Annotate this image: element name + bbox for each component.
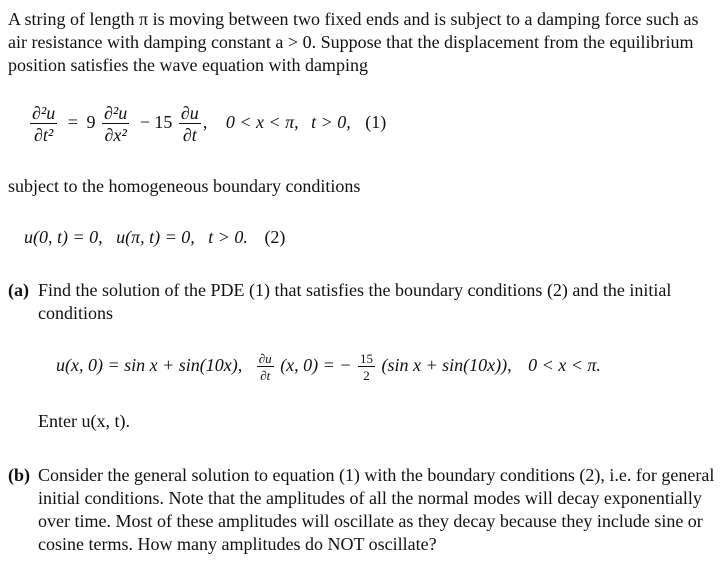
- spatial-domain: 0 < x < π,: [225, 112, 299, 133]
- time-domain: t > 0,: [311, 112, 351, 133]
- part-b-text: Consider the general solution to equation (1) with the boundary conditions (2), i.e. for general initial conditions. Note that the amplitudes of all the normal modes will decay exponentially over time. Most of these amplitudes will oscillate as they decay because they include sine or cosine terms. How many amplitudes do NOT oscillate?: [38, 465, 715, 554]
- part-a: [8, 279, 716, 325]
- enter-prompt: Enter u(x, t).: [38, 411, 130, 431]
- equation-label-2: (2): [264, 227, 286, 247]
- part-a-label: (a): [8, 280, 29, 300]
- initial-conditions: u(x, 0) = sin x + sin(10x), $\frac{\partial u}{\partial t}$ (x, 0) = − $\frac{15}{2}$ (sin x + sin(10x)), 0 < x < π.: [56, 351, 601, 383]
- ic-domain: 0 < x < π.: [528, 355, 601, 376]
- rhs-first-derivative: $\frac{\partial u}{\partial t}$: [180, 103, 199, 145]
- ic-displacement: u(x, 0) = sin x + sin(10x),: [56, 355, 243, 376]
- boundary-conditions: u(0, t) = 0, u(π, t) = 0, t > 0. (2): [24, 227, 286, 247]
- part-b: [8, 464, 716, 556]
- rhs-second-derivative: $\frac{\text{∂²u}}{\text{∂x²}}$: [103, 103, 128, 145]
- part-a-text: Find the solution of the PDE (1) that satisfies the boundary conditions (2) and the initial conditions: [38, 280, 672, 323]
- intro-paragraph: [8, 8, 716, 77]
- lhs-derivative: $\frac{\text{∂²u}}{\text{∂t²}}$: [32, 103, 56, 145]
- bc-intro: subject to the homogeneous boundary conditions: [8, 176, 361, 196]
- wave-equation: $\frac{\text{∂²u}}{\text{∂t²}}$ = 9 $\frac{\text{∂²u}}{\text{∂x²}}$ − 15 $\frac{\partial u}{\partial t}$ , 0 < x < π, t > 0, (1): [32, 103, 387, 145]
- intro-text: A string of length π is moving between two fixed ends and is subject to a damping force such as air resistance with damping constant a > 0. Suppose that the displacement from the equilibrium position satisfies the wave equation with damping: [8, 9, 699, 75]
- part-b-label: (b): [8, 465, 30, 485]
- equation-label-1: (1): [365, 112, 387, 133]
- fifteen-halves-fraction: $\frac{15}{2}$: [359, 351, 373, 383]
- ic-velocity-derivative: $\frac{\partial u}{\partial t}$: [258, 351, 272, 383]
